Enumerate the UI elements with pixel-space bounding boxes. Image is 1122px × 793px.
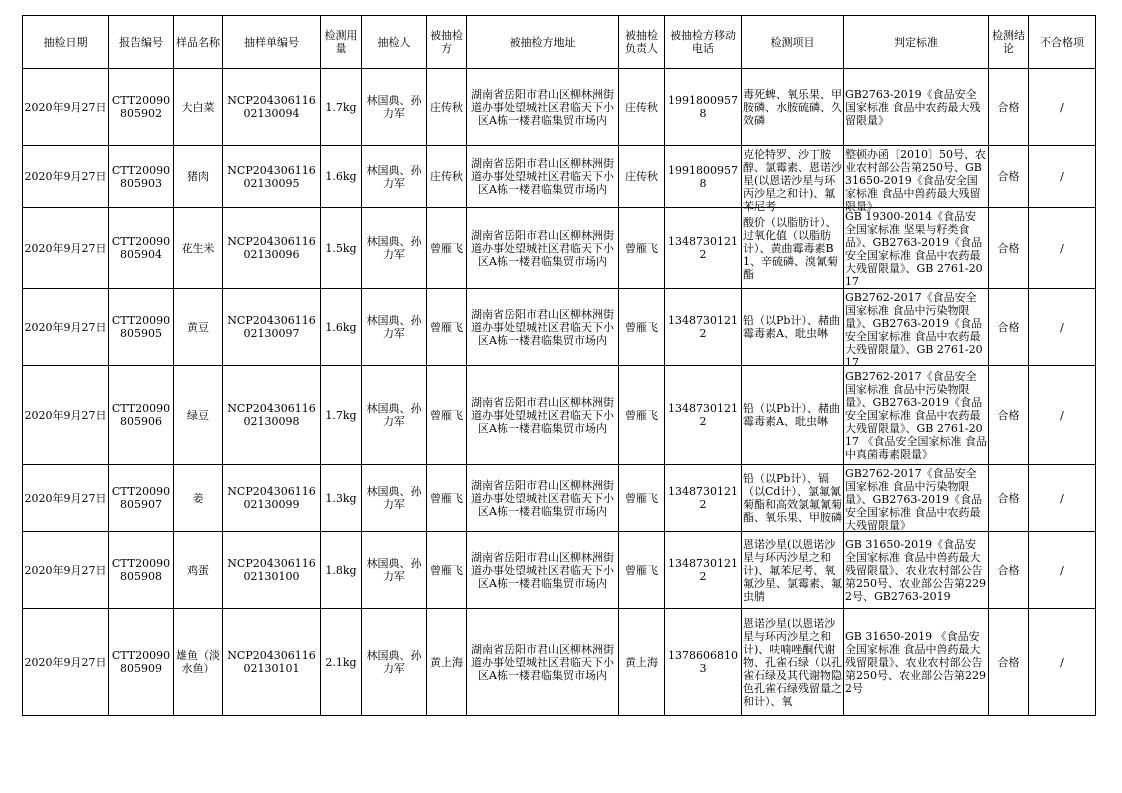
sample-name-cell	[174, 366, 223, 465]
failed-items-cell	[1029, 532, 1096, 609]
phone-cell-text: 19918009578	[668, 94, 738, 120]
failed-items-cell-text: /	[1060, 655, 1064, 669]
sample-name-cell-text: 鸡蛋	[187, 563, 209, 577]
inspected-party-cell-text: 庄传秋	[430, 100, 463, 114]
failed-items-cell	[1029, 609, 1096, 716]
inspected-party-cell	[427, 532, 467, 609]
report-no-cell	[109, 289, 174, 366]
table-row	[23, 609, 1096, 716]
table-row	[23, 532, 1096, 609]
amount-cell-text: 1.6kg	[325, 170, 357, 183]
amount-cell-text: 1.8kg	[325, 563, 357, 577]
inspector-cell-text: 林国典、孙力军	[366, 557, 422, 583]
date-cell	[23, 465, 109, 532]
conclusion-cell	[989, 609, 1029, 716]
inspector-cell-text: 林国典、孙力军	[366, 485, 422, 511]
date-cell	[23, 69, 109, 146]
sample-name-cell	[174, 289, 223, 366]
person-in-charge-cell-text: 黄上海	[625, 655, 658, 669]
header-sampling-no: 抽样单编号	[223, 16, 321, 69]
sampling-no-cell	[223, 69, 321, 146]
standard-cell-text: GB2762-2017《食品安全国家标准 食品中污染物限量》、GB2763-2019《食品安全国家标准 食品中农药最大残留限量》	[845, 466, 983, 532]
inspector-cell-text: 林国典、孙力军	[366, 163, 422, 190]
sampling-no-cell	[223, 146, 321, 208]
conclusion-cell-text: 合格	[997, 320, 1020, 334]
test-items-cell-text: 恩诺沙星(以恩诺沙星与环丙沙星之和计)、呋喃唑酮代谢物、孔雀石绿（以孔雀石绿及其代谢物隐色孔雀石绿残留量之和计）、氧	[743, 616, 842, 708]
standard-cell	[844, 146, 989, 213]
inspected-party-cell-text: 曾雁飞	[430, 491, 463, 505]
report-no-cell-text: CTT20090805905	[111, 314, 171, 340]
amount-cell	[321, 69, 362, 146]
failed-items-cell	[1029, 69, 1096, 146]
address-cell-text: 湖南省岳阳市君山区柳林洲街道办事处望城社区君临天下小区A栋一楼君临集贸市场内	[471, 228, 614, 268]
header-failed-items: 不合格项	[1029, 16, 1096, 69]
person-in-charge-cell	[619, 366, 665, 465]
table-row	[23, 289, 1096, 366]
conclusion-cell-text: 合格	[997, 655, 1020, 669]
header-standard: 判定标准	[844, 16, 989, 69]
sample-name-cell-text: 绿豆	[187, 408, 209, 422]
date-cell-text: 2020年9月27日	[24, 320, 107, 334]
address-cell	[467, 609, 619, 716]
standard-cell	[844, 366, 989, 465]
inspected-party-cell-text: 曾雁飞	[430, 408, 463, 422]
inspected-party-cell-text: 庄传秋	[430, 170, 463, 183]
sampling-no-cell-text: NCP20430611602130097	[227, 314, 316, 340]
sample-name-cell-text: 姜	[192, 491, 204, 505]
standard-cell	[844, 532, 989, 609]
person-in-charge-cell	[619, 465, 665, 532]
amount-cell	[321, 208, 362, 289]
conclusion-cell	[989, 532, 1029, 609]
conclusion-cell	[989, 289, 1029, 366]
person-in-charge-cell-text: 曾雁飞	[625, 408, 658, 422]
person-in-charge-cell	[619, 609, 665, 716]
failed-items-cell	[1029, 208, 1096, 289]
sampling-no-cell-text: NCP20430611602130099	[227, 485, 316, 511]
header-report-no: 报告编号	[109, 16, 174, 69]
standard-cell	[844, 289, 989, 369]
inspector-cell	[362, 609, 427, 716]
test-items-cell-text: 铅（以Pb计）、赭曲霉毒素A、吡虫啉	[743, 402, 840, 428]
sampling-no-cell	[223, 465, 321, 532]
amount-cell-text: 1.5kg	[325, 241, 357, 255]
inspected-party-cell	[427, 366, 467, 465]
sample-name-cell-text: 黄豆	[187, 320, 209, 334]
standard-cell-text: GB2762-2017《食品安全国家标准 食品中污染物限量》、GB2763-2019《食品安全国家标准 食品中农药最大残留限量》、GB 2761-2017	[845, 290, 983, 369]
person-in-charge-cell	[619, 532, 665, 609]
failed-items-cell-text: /	[1060, 170, 1064, 183]
inspector-cell-text: 林国典、孙力军	[366, 94, 422, 120]
person-in-charge-cell-text: 庄传秋	[625, 100, 658, 114]
report-no-cell-text: CTT20090805904	[111, 235, 171, 261]
sample-name-cell-text: 雄鱼（淡水鱼）	[176, 649, 220, 675]
report-no-cell-text: CTT20090805909	[111, 649, 171, 675]
sampling-no-cell-text: NCP20430611602130098	[227, 402, 316, 428]
inspector-cell	[362, 69, 427, 146]
person-in-charge-cell	[619, 289, 665, 366]
inspector-cell	[362, 208, 427, 289]
sample-name-cell	[174, 532, 223, 609]
test-items-cell	[742, 532, 844, 609]
inspector-cell	[362, 289, 427, 366]
inspected-party-cell	[427, 289, 467, 366]
test-items-cell	[742, 69, 844, 146]
date-cell-text: 2020年9月27日	[24, 408, 107, 422]
report-no-cell-text: CTT20090805907	[111, 485, 171, 511]
sampling-no-cell	[223, 208, 321, 289]
person-in-charge-cell	[619, 146, 665, 208]
header-person-in-charge: 被抽检负责人	[619, 16, 665, 69]
report-no-cell	[109, 69, 174, 146]
sample-name-cell	[174, 465, 223, 532]
amount-cell	[321, 366, 362, 465]
conclusion-cell	[989, 366, 1029, 465]
standard-cell-text: GB2762-2017《食品安全国家标准 食品中污染物限量》、GB2763-2019《食品安全国家标准 食品中农药最大残留限量》、GB 2761-2017 《食品安全国家标准 食品中真菌毒素限量》	[845, 369, 987, 461]
date-cell	[23, 146, 109, 208]
address-cell	[467, 146, 619, 208]
conclusion-cell-text: 合格	[997, 241, 1020, 255]
standard-cell-text: 整顿办函〔2010〕50号、农业农村部公告第250号、GB 31650-2019《食品安全国家标准 食品中兽药最大残留限量》	[845, 147, 986, 213]
standard-cell-text: GB 31650-2019 《食品安全国家标准 食品中兽药最大残留限量》、农业农村部公告第250号、农业部公告第2292号	[845, 629, 986, 695]
inspector-cell	[362, 465, 427, 532]
address-cell-text: 湖南省岳阳市君山区柳林洲街道办事处望城社区君临天下小区A栋一楼君临集贸市场内	[471, 395, 614, 435]
address-cell-text: 湖南省岳阳市君山区柳林洲街道办事处望城社区君临天下小区A栋一楼君临集贸市场内	[471, 87, 614, 127]
test-items-cell-text: 毒死蜱、氧乐果、甲胺磷、水胺硫磷、久效磷	[743, 87, 842, 127]
failed-items-cell	[1029, 366, 1096, 465]
inspected-party-cell	[427, 69, 467, 146]
sample-name-cell-text: 花生米	[181, 241, 215, 255]
test-items-cell	[742, 609, 844, 716]
address-cell	[467, 289, 619, 366]
date-cell	[23, 609, 109, 716]
sample-name-cell-text: 猪肉	[187, 170, 209, 183]
test-items-cell-text: 克伦特罗、沙丁胺醇、氯霉素、恩诺沙星(以恩诺沙星与环丙沙星之和计)、氟苯尼考	[743, 147, 842, 213]
sampling-no-cell-text: NCP20430611602130100	[227, 557, 316, 583]
report-no-cell	[109, 532, 174, 609]
inspected-party-cell-text: 曾雁飞	[430, 563, 463, 577]
header-row	[23, 16, 1096, 69]
test-items-cell-text: 铅（以Pb计）、赭曲霉毒素A、吡虫啉	[743, 314, 840, 340]
failed-items-cell	[1029, 146, 1096, 208]
amount-cell-text: 1.3kg	[325, 491, 357, 505]
test-items-cell	[742, 146, 844, 213]
test-items-cell-text: 铅（以Pb计）、镉（以Cd计）、氯氟氰菊酯和高效氯氟氰菊酯、氧乐果、甲胺磷	[743, 472, 842, 524]
date-cell	[23, 208, 109, 289]
sampling-no-cell-text: NCP20430611602130095	[227, 163, 316, 190]
amount-cell	[321, 609, 362, 716]
test-items-cell-text: 酸价（以脂肪计）、过氧化值（以脂肪计）、黄曲霉毒素B1、辛硫磷、溴氰菊酯	[743, 215, 838, 281]
failed-items-cell	[1029, 465, 1096, 532]
test-items-cell	[742, 289, 844, 366]
standard-cell	[844, 609, 989, 716]
inspected-party-cell	[427, 208, 467, 289]
report-no-cell	[109, 366, 174, 465]
date-cell-text: 2020年9月27日	[24, 563, 107, 577]
address-cell	[467, 366, 619, 465]
sample-name-cell	[174, 609, 223, 716]
header-date: 抽检日期	[23, 16, 109, 69]
address-cell	[467, 208, 619, 289]
phone-cell-text: 13786068103	[668, 649, 738, 675]
person-in-charge-cell-text: 曾雁飞	[625, 241, 658, 255]
inspector-cell-text: 林国典、孙力军	[366, 235, 422, 261]
inspector-cell-text: 林国典、孙力军	[366, 314, 422, 340]
standard-cell	[844, 465, 989, 532]
phone-cell	[665, 366, 742, 465]
report-no-cell-text: CTT20090805906	[111, 402, 171, 428]
sampling-no-cell-text: NCP20430611602130094	[227, 94, 316, 120]
report-no-cell	[109, 465, 174, 532]
test-items-cell	[742, 366, 844, 465]
date-cell-text: 2020年9月27日	[24, 170, 107, 183]
inspector-cell-text: 林国典、孙力军	[366, 402, 422, 428]
address-cell-text: 湖南省岳阳市君山区柳林洲街道办事处望城社区君临天下小区A栋一楼君临集贸市场内	[471, 307, 614, 347]
sampling-no-cell	[223, 609, 321, 716]
conclusion-cell-text: 合格	[997, 170, 1020, 183]
conclusion-cell	[989, 146, 1029, 208]
phone-cell-text: 13487301212	[668, 402, 738, 428]
failed-items-cell	[1029, 289, 1096, 366]
header-inspector: 抽检人	[362, 16, 427, 69]
address-cell-text: 湖南省岳阳市君山区柳林洲街道办事处望城社区君临天下小区A栋一楼君临集贸市场内	[471, 157, 614, 196]
conclusion-cell-text: 合格	[997, 100, 1020, 114]
phone-cell-text: 13487301212	[668, 557, 738, 583]
inspection-table	[22, 15, 1096, 716]
inspected-party-cell	[427, 465, 467, 532]
test-items-cell	[742, 208, 844, 289]
amount-cell	[321, 146, 362, 208]
inspector-cell-text: 林国典、孙力军	[366, 649, 422, 675]
table-row	[23, 465, 1096, 532]
conclusion-cell	[989, 208, 1029, 289]
phone-cell-text: 13487301212	[668, 485, 738, 511]
address-cell	[467, 69, 619, 146]
amount-cell-text: 1.7kg	[325, 100, 357, 114]
person-in-charge-cell	[619, 69, 665, 146]
phone-cell	[665, 532, 742, 609]
date-cell	[23, 532, 109, 609]
sampling-no-cell-text: NCP20430611602130101	[227, 649, 316, 675]
conclusion-cell	[989, 465, 1029, 532]
address-cell-text: 湖南省岳阳市君山区柳林洲街道办事处望城社区君临天下小区A栋一楼君临集贸市场内	[471, 550, 614, 590]
date-cell-text: 2020年9月27日	[24, 241, 107, 255]
amount-cell	[321, 289, 362, 366]
header-address: 被抽检方地址	[467, 16, 619, 69]
standard-cell	[844, 69, 989, 146]
sampling-no-cell	[223, 366, 321, 465]
report-no-cell-text: CTT20090805902	[111, 94, 171, 120]
header-test-items: 检测项目	[742, 16, 844, 69]
failed-items-cell-text: /	[1060, 408, 1064, 422]
amount-cell-text: 2.1kg	[325, 655, 357, 669]
failed-items-cell-text: /	[1060, 241, 1064, 255]
date-cell	[23, 366, 109, 465]
date-cell	[23, 289, 109, 366]
inspector-cell	[362, 366, 427, 465]
person-in-charge-cell-text: 曾雁飞	[625, 491, 658, 505]
report-no-cell	[109, 146, 174, 208]
inspector-cell	[362, 532, 427, 609]
standard-cell-text: GB2763-2019《食品安全国家标准 食品中农药最大残留限量》	[845, 87, 981, 127]
inspected-party-cell-text: 曾雁飞	[430, 241, 463, 255]
failed-items-cell-text: /	[1060, 563, 1064, 577]
phone-cell	[665, 609, 742, 716]
sampling-no-cell	[223, 532, 321, 609]
address-cell-text: 湖南省岳阳市君山区柳林洲街道办事处望城社区君临天下小区A栋一楼君临集贸市场内	[471, 478, 614, 518]
report-no-cell-text: CTT20090805903	[111, 163, 171, 190]
amount-cell-text: 1.6kg	[325, 320, 357, 334]
test-items-cell-text: 恩诺沙星(以恩诺沙星与环丙沙星之和计)、氟苯尼考、氧氟沙星、氯霉素、氟虫腈	[743, 537, 842, 603]
sample-name-cell	[174, 69, 223, 146]
person-in-charge-cell-text: 曾雁飞	[625, 320, 658, 334]
table-row	[23, 69, 1096, 146]
phone-cell-text: 13487301212	[668, 314, 738, 340]
phone-cell-text: 13487301212	[668, 235, 738, 261]
inspector-cell	[362, 146, 427, 208]
header-conclusion: 检测结论	[989, 16, 1029, 69]
inspected-party-cell-text: 曾雁飞	[430, 320, 463, 334]
test-items-cell	[742, 465, 844, 532]
sample-name-cell	[174, 208, 223, 289]
amount-cell	[321, 532, 362, 609]
amount-cell-text: 1.7kg	[325, 408, 357, 422]
table-row	[23, 146, 1096, 208]
report-no-cell-text: CTT20090805908	[111, 557, 171, 583]
failed-items-cell-text: /	[1060, 100, 1064, 114]
inspected-party-cell-text: 黄上海	[430, 655, 463, 669]
address-cell-text: 湖南省岳阳市君山区柳林洲街道办事处望城社区君临天下小区A栋一楼君临集贸市场内	[471, 642, 614, 682]
phone-cell	[665, 465, 742, 532]
amount-cell	[321, 465, 362, 532]
phone-cell-text: 19918009578	[668, 163, 738, 190]
standard-cell	[844, 208, 989, 289]
inspected-party-cell	[427, 609, 467, 716]
sample-name-cell-text: 大白菜	[181, 100, 215, 114]
table-body	[23, 69, 1096, 716]
standard-cell-text: GB 19300-2014《食品安全国家标准 坚果与籽类食品》、GB2763-2019《食品安全国家标准 食品中农药最大残留限量》、GB 2761-2017	[845, 209, 983, 288]
report-no-cell	[109, 609, 174, 716]
phone-cell	[665, 289, 742, 366]
person-in-charge-cell-text: 庄传秋	[625, 170, 658, 183]
date-cell-text: 2020年9月27日	[24, 100, 107, 114]
conclusion-cell-text: 合格	[997, 408, 1020, 422]
table-row	[23, 208, 1096, 289]
failed-items-cell-text: /	[1060, 491, 1064, 505]
phone-cell	[665, 146, 742, 208]
person-in-charge-cell	[619, 208, 665, 289]
date-cell-text: 2020年9月27日	[24, 655, 107, 669]
address-cell	[467, 532, 619, 609]
phone-cell	[665, 208, 742, 289]
sampling-no-cell-text: NCP20430611602130096	[227, 235, 316, 261]
conclusion-cell-text: 合格	[997, 491, 1020, 505]
table-row	[23, 366, 1096, 465]
person-in-charge-cell-text: 曾雁飞	[625, 563, 658, 577]
report-no-cell	[109, 208, 174, 289]
standard-cell-text: GB 31650-2019《食品安全国家标准 食品中兽药最大残留限量》、农业农村部公告第250号、农业部公告第2292号、GB2763-2019	[845, 537, 986, 603]
inspected-party-cell	[427, 146, 467, 208]
date-cell-text: 2020年9月27日	[24, 491, 107, 505]
address-cell	[467, 465, 619, 532]
header-phone: 被抽检方移动电话	[665, 16, 742, 69]
header-sample-name: 样品名称	[174, 16, 223, 69]
failed-items-cell-text: /	[1060, 320, 1064, 334]
header-inspected-party: 被抽检方	[427, 16, 467, 69]
sampling-no-cell	[223, 289, 321, 366]
sample-name-cell	[174, 146, 223, 208]
conclusion-cell	[989, 69, 1029, 146]
header-amount: 检测用量	[321, 16, 362, 69]
phone-cell	[665, 69, 742, 146]
conclusion-cell-text: 合格	[997, 563, 1020, 577]
